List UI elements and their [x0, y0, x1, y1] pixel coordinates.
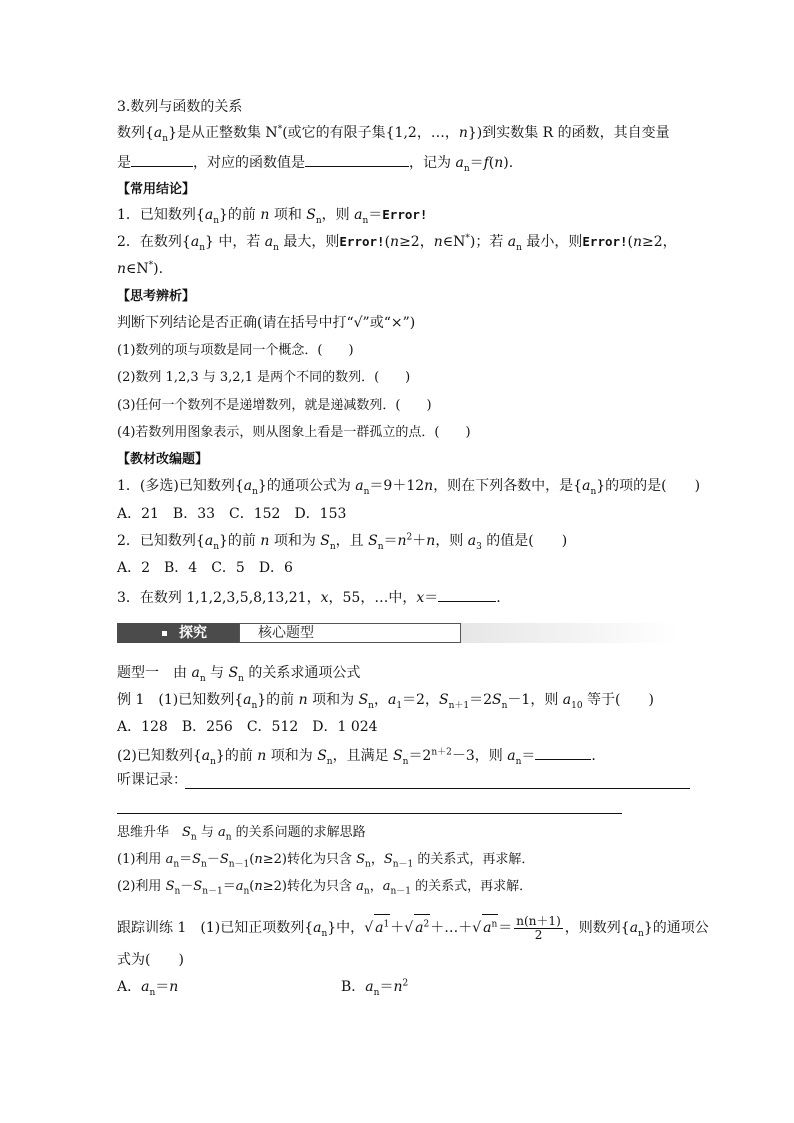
- sqrt-term: $a^1$: [374, 914, 390, 941]
- thinking-item: (4)若数列用图象表示，则从图象上看是一群孤立的点．( ): [117, 425, 471, 440]
- sqrt-term: $a^2$: [414, 914, 430, 941]
- square-bullet-icon: [162, 631, 167, 636]
- type1-heading: 题型一 由 $a_n$ 与 $S_n$ 的关系求通项公式: [117, 665, 361, 684]
- track1-line1: 跟踪训练 1 (1)已知正项数列$\{a_n\}$中，√ $a^1+√$ $a^2+\dots+√$ $a^n=$ $\frac{n(n+1)}{2}$ ，则数列$\{a_n\}$的通项公: [117, 913, 709, 942]
- banner-tag: 探究: [179, 625, 207, 641]
- textbook-q1: 1．(多选)已知数列$\{a_n\}$的通项公式为 $a_n=9+12n$，则在下列各数中，是$\{a_n\}$的项的是( ): [117, 478, 701, 497]
- fill-blank[interactable]: [305, 152, 409, 167]
- section3-line1: 数列$\{a_n\}$是从正整数集 N*(或它的有限子集{1,2，…，n})到实数集 R 的函数，其自变量: [117, 124, 670, 144]
- track1-option-b: B．$a_n=n^2$: [341, 978, 409, 998]
- error-text: Error!: [339, 234, 385, 249]
- conclusion-2-cont: n∈N*).: [117, 260, 164, 277]
- fill-blank[interactable]: [131, 152, 193, 167]
- section3-line2: 是 ，对应的函数值是 ，记为 $a_n=f(n)$.: [117, 152, 513, 172]
- banner-tag-bg: [117, 623, 239, 643]
- thinking-up-2: (2)利用 $S_n-S_{n-1}=a_n(n\ge 2)$转化为只含 $a_n$，$a_{n-1}$ 的关系式，再求解．: [117, 879, 533, 897]
- textbook-label: 【教材改编题】: [117, 452, 209, 467]
- fraction: $\frac{n(n+1)}{2}$: [516, 913, 561, 942]
- thinking-item: (1)数列的项与项数是同一个概念．( ): [117, 343, 354, 358]
- error-text: Error!: [382, 207, 428, 222]
- fill-blank[interactable]: [438, 587, 496, 602]
- example1-options: A．128 B．256 C．512 D．1 024: [117, 719, 378, 735]
- thinking-item: (3)任何一个数列不是递增数列，就是递减数列．( ): [117, 398, 432, 413]
- textbook-q1-options: A．21 B．33 C．152 D．153: [117, 506, 347, 522]
- thinking-prompt: 判断下列结论是否正确(请在括号中打“√”或“×”): [117, 315, 416, 331]
- notes-line[interactable]: [117, 813, 622, 814]
- banner-title-box: [239, 623, 461, 643]
- thinking-label: 【思考辨析】: [117, 289, 196, 304]
- thinking-up-1: (1)利用 $a_n=S_n-S_{n-1}(n\ge 2)$转化为只含 $S_n$，$S_{n-1}$ 的关系式，再求解．: [117, 852, 535, 870]
- example1-part2: (2)已知数列$\{a_n\}$的前 n 项和为 $S_n$，且满足 $S_n=2^{n+2}-3$，则 $a_n=$ .: [117, 745, 596, 765]
- common-conclusions-label: 【常用结论】: [117, 182, 196, 197]
- example1-part1: 例 1 (1)已知数列$\{a_n\}$的前 n 项和为 $S_n$，$a_1=2$，$S_{n+1}=2S_n-1$，则 $a_{10}$ 等于( ): [117, 692, 654, 711]
- track1-line2: 式为( ): [117, 952, 184, 968]
- notes-line[interactable]: [185, 788, 690, 789]
- conclusion-2: 2．在数列$\{a_n\}$ 中，若 $a_n$ 最大，则Error!(n≥2，n∈N*)；若 $a_n$ 最小，则Error!(n≥2，: [117, 233, 677, 253]
- section-banner: [117, 623, 678, 643]
- conclusion-1: 1．已知数列$\{a_n\}$的前 n 项和 $S_n$，则 $a_n=Error$!: [117, 207, 428, 226]
- track1-option-a: A．$a_n=n$: [117, 979, 179, 998]
- sqrt-term: $a^n$: [482, 914, 498, 941]
- notes-label: 听课记录：: [117, 772, 187, 788]
- section3-heading: 3.数列与函数的关系: [117, 99, 243, 115]
- banner-title: 核心题型: [258, 625, 314, 641]
- textbook-q2: 2．已知数列$\{a_n\}$的前 n 项和为 $S_n$，且 $S_n=n^2+n$，则 $a_3$ 的值是( ): [117, 532, 568, 552]
- error-text: Error!: [582, 234, 628, 249]
- fill-blank[interactable]: [535, 745, 591, 760]
- thinking-up-heading: 思维升华 $S_n$ 与 $a_n$ 的关系问题的求解思路: [117, 825, 366, 843]
- textbook-q3: 3．在数列 1,1,2,3,5,8,13,21，x，55，…中，x＝ .: [117, 587, 501, 607]
- thinking-item: (2)数列 1,2,3 与 3,2,1 是两个不同的数列．( ): [117, 370, 411, 385]
- textbook-q2-options: A．2 B．4 C．5 D．6: [117, 560, 293, 576]
